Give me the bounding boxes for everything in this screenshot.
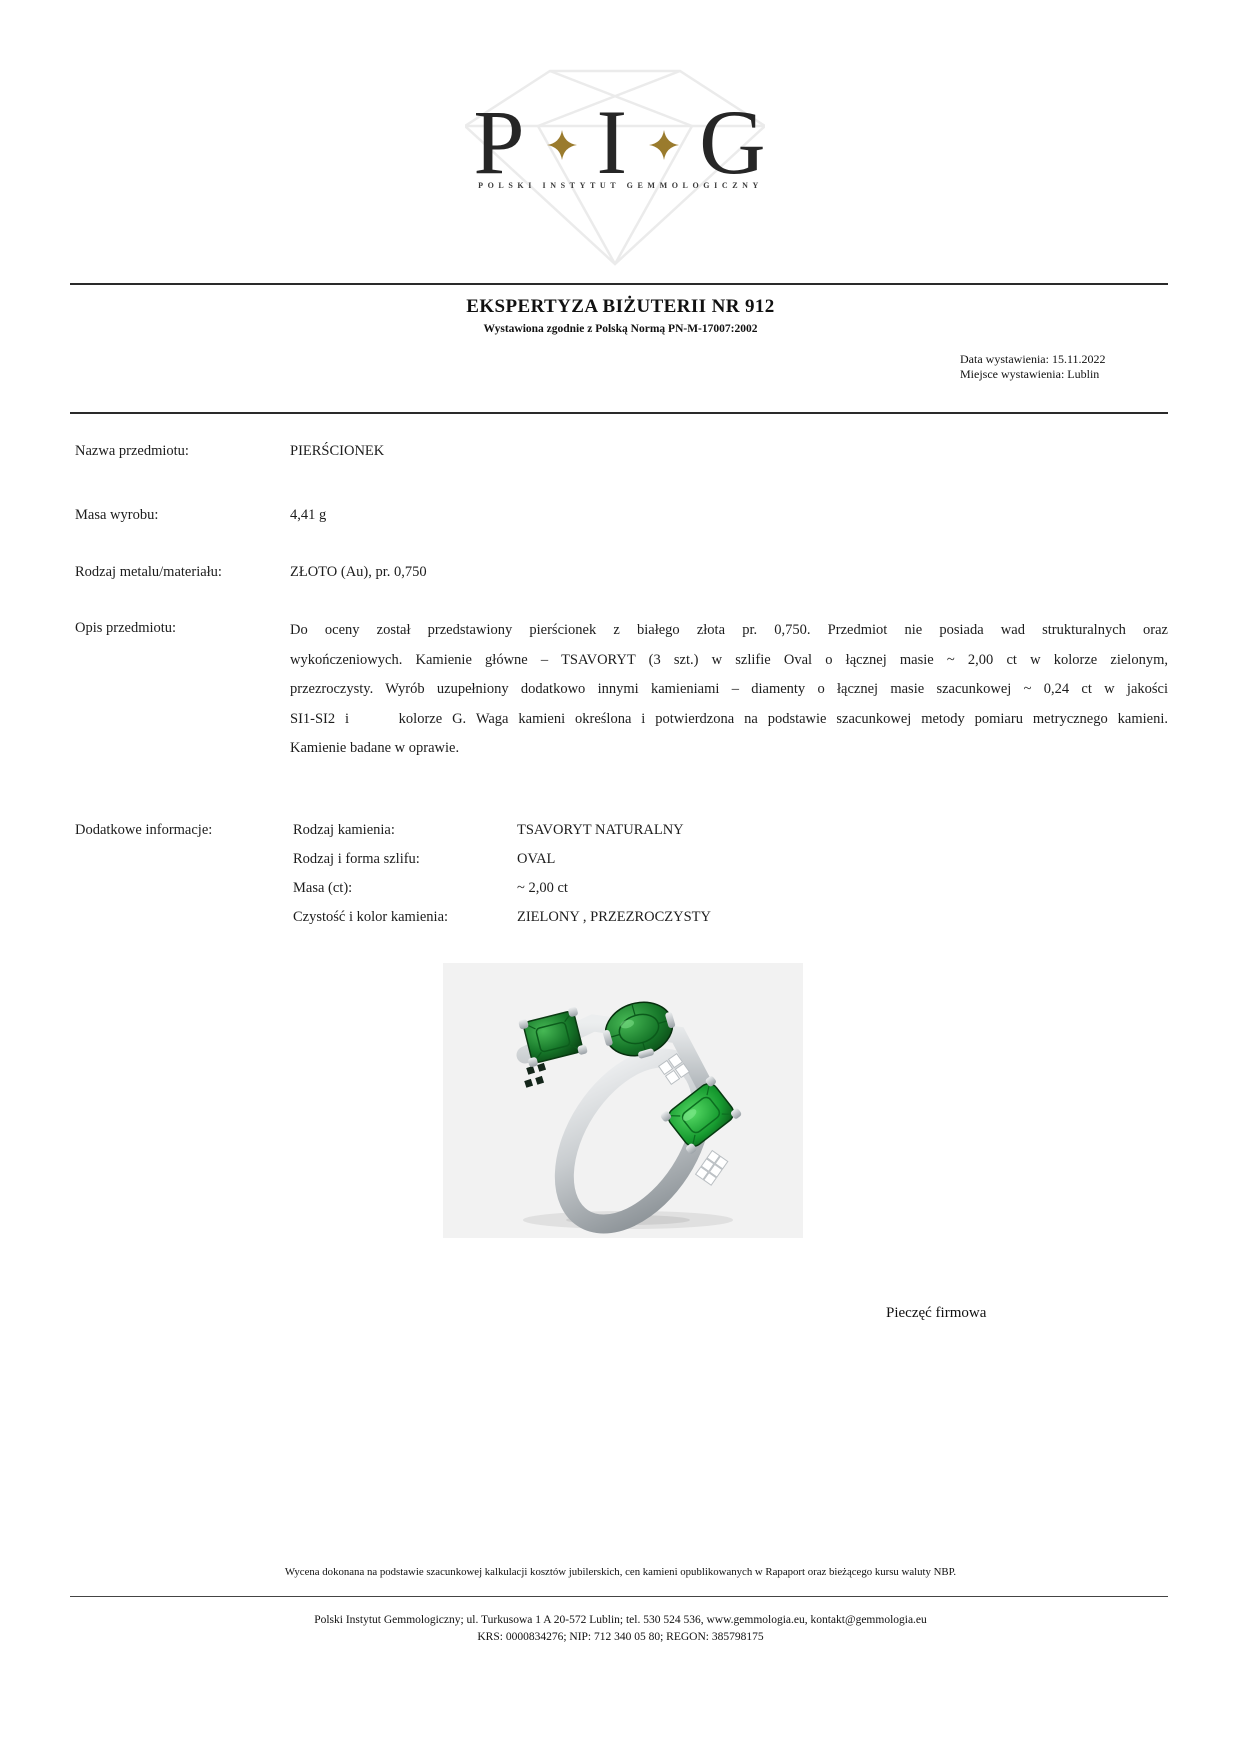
field-label: Masa wyrobu: — [75, 507, 159, 523]
field-value: PIERŚCIONEK — [290, 443, 385, 459]
field-label: Nazwa przedmiotu: — [75, 443, 189, 459]
logo-letter-i: I — [596, 91, 630, 193]
field-label: Rodzaj metalu/materiału: — [75, 564, 222, 580]
document-subtitle: Wystawiona zgodnie z Polską Normą PN-M-17007:2002 — [483, 323, 758, 335]
additional-value: ~ 2,00 ct — [517, 880, 568, 896]
logo-letter-p: P — [473, 91, 527, 193]
additional-value: OVAL — [517, 851, 556, 867]
logo — [0, 91, 1241, 193]
description-label: Opis przedmiotu: — [75, 620, 177, 636]
logo-caption: POLSKI INSTYTUT GEMMOLOGICZNY — [478, 181, 763, 190]
description-line: Kamienie badane w oprawie. — [290, 740, 460, 756]
additional-value: ZIELONY , PRZEZROCZYSTY — [517, 909, 711, 925]
horizontal-rule-footer — [70, 1596, 1168, 1597]
ring-photo — [443, 963, 803, 1238]
logo-letter-g: G — [699, 91, 768, 193]
issue-date: Data wystawienia: 15.11.2022 — [960, 352, 1106, 366]
description-line: SI1-SI2 i kolorze G. Waga kamieni określona i potwierdzona na podstawie szacunkowej metody pomiaru metrycznego kamieni. — [290, 710, 1168, 727]
description-line: wykończeniowych. Kamienie główne – TSAVORYT (3 szt.) w szlifie Oval o łącznej masie ~ 2,00 ct w kolorze zielonym, — [290, 651, 1168, 668]
four-pointed-star-icon — [649, 130, 679, 160]
description-line: przezroczysty. Wyrób uzupełniony dodatkowo innymi kamieniami – diamenty o łącznej masie szacunkowej ~ 0,24 ct w jakości — [290, 681, 1168, 697]
description-paragraph — [290, 616, 1168, 764]
additional-value: TSAVORYT NATURALNY — [517, 822, 684, 838]
field-value: ZŁOTO (Au), pr. 0,750 — [290, 564, 427, 580]
document-title: EKSPERTYZA BIŻUTERII NR 912 — [466, 296, 775, 317]
field-value: 4,41 g — [290, 507, 327, 523]
additional-label: Masa (ct): — [293, 880, 353, 896]
stamp-label: Pieczęć firmowa — [886, 1305, 987, 1321]
footer-registry: KRS: 0000834276; NIP: 712 340 05 80; REGON: 385798175 — [477, 1631, 764, 1643]
additional-label: Rodzaj i forma szlifu: — [293, 851, 420, 867]
horizontal-rule-header — [70, 412, 1168, 414]
horizontal-rule-top — [70, 283, 1168, 285]
additional-label: Rodzaj kamienia: — [293, 822, 395, 838]
footer-address: Polski Instytut Gemmologiczny; ul. Turkusowa 1 A 20-572 Lublin; tel. 530 524 536, www.gemmologia.eu, kontakt@gemmologia.eu — [314, 1614, 927, 1626]
description-line: Do oceny został przedstawiony pierścionek z białego złota pr. 0,750. Przedmiot nie posiada wad strukturalnych oraz — [290, 622, 1168, 638]
issue-info — [960, 352, 1106, 382]
footer-valuation-note: Wycena dokonana na podstawie szacunkowej kalkulacji kosztów jubilerskich, cen kamieni opublikowanych w Rapaport oraz bieżącego kursu waluty NBP. — [284, 1566, 957, 1578]
additional-label: Czystość i kolor kamienia: — [293, 909, 449, 925]
additional-info-label: Dodatkowe informacje: — [75, 822, 213, 838]
issue-place: Miejsce wystawienia: Lublin — [960, 367, 1100, 381]
ring-illustration — [443, 963, 803, 1238]
four-pointed-star-icon — [547, 130, 577, 160]
